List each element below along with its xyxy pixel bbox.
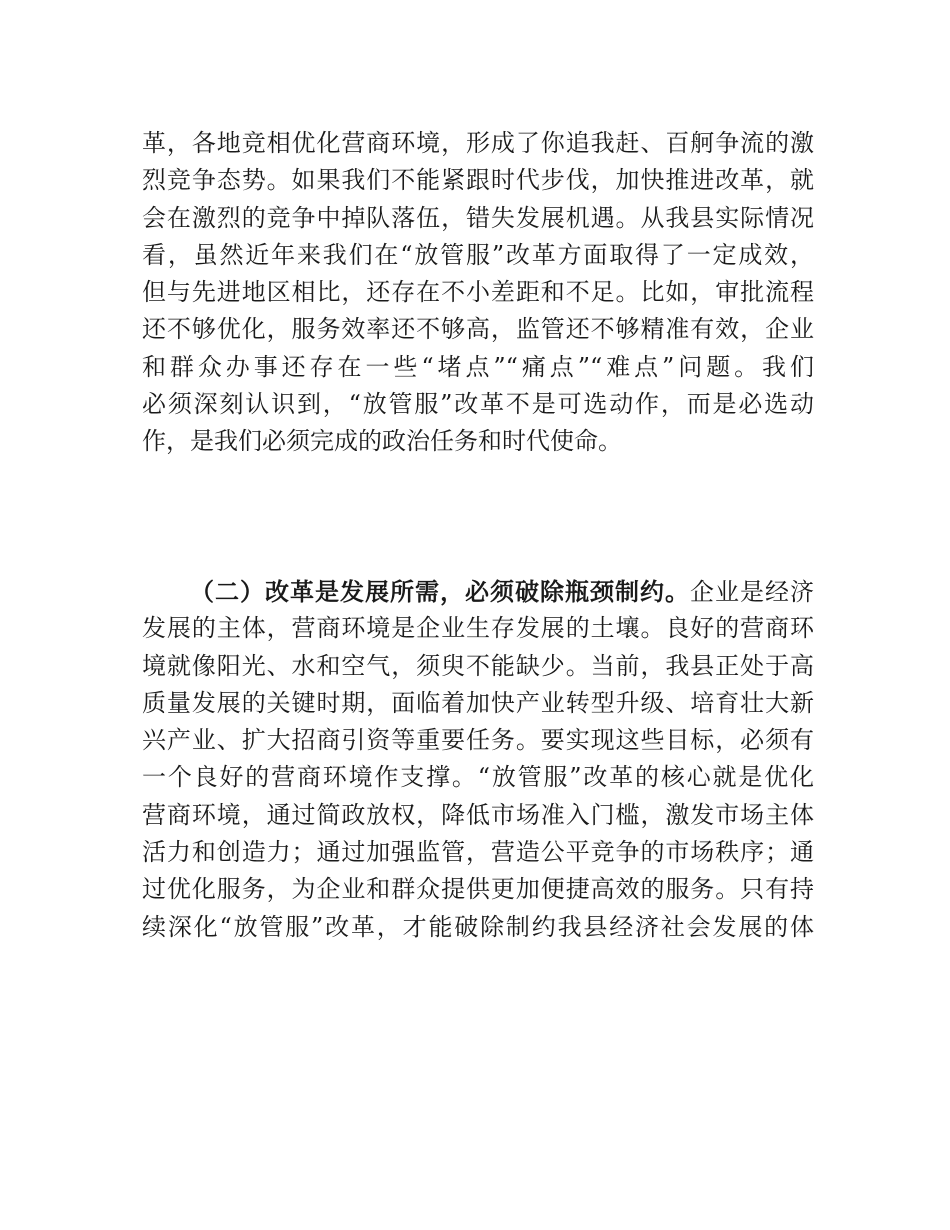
text-line: 质量发展的关键时期，面临着加快产业转型升级、培育壮大新: [142, 688, 814, 717]
section-heading: （二）改革是发展所需，必须破除瓶颈制约。: [190, 577, 690, 606]
text-line: 发展的主体，营商环境是企业生存发展的土壤。良好的营商环: [142, 614, 814, 643]
text-line: 营商环境，通过简政放权，降低市场准入门槛，激发市场主体: [142, 800, 814, 829]
text-line: 必须深刻认识到，“放管服”改革不是可选动作，而是必选动: [142, 390, 814, 419]
text-line: 和群众办事还存在一些“堵点”“痛点”“难点”问题。我们: [142, 352, 814, 381]
text-line: 但与先进地区相比，还存在不小差距和不足。比如，审批流程: [142, 278, 814, 307]
text-line: 还不够优化，服务效率还不够高，监管还不够精准有效，企业: [142, 315, 814, 344]
text-line: 续深化“放管服”改革，才能破除制约我县经济社会发展的体: [142, 912, 814, 941]
paragraph-2: [142, 573, 814, 946]
text-line: 过优化服务，为企业和群众提供更加便捷高效的服务。只有持: [142, 875, 814, 904]
text-line: 兴产业、扩大招商引资等重要任务。要实现这些目标，必须有: [142, 726, 814, 755]
text-line: 革，各地竞相优化营商环境，形成了你追我赶、百舸争流的激: [142, 129, 814, 157]
text-line: 作，是我们必须完成的政治任务和时代使命。: [142, 427, 622, 456]
paragraph-1: [142, 125, 814, 461]
paragraph-2-first-line: [142, 573, 814, 610]
text-line: 会在激烈的竞争中掉队落伍，错失发展机遇。从我县实际情况: [142, 203, 814, 232]
text-line: 看，虽然近年来我们在“放管服”改革方面取得了一定成效，: [142, 240, 814, 269]
text-line: 境就像阳光、水和空气，须臾不能缺少。当前，我县正处于高: [142, 651, 814, 680]
text-line: 烈竞争态势。如果我们不能紧跟时代步伐，加快推进改革，就: [142, 166, 814, 195]
text-line: 活力和创造力；通过加强监管，营造公平竞争的市场秩序；通: [142, 838, 814, 867]
heading-continuation: 企业是经济: [690, 578, 814, 606]
text-line: 一个良好的营商环境作支撑。“放管服”改革的核心就是优化: [142, 763, 814, 792]
